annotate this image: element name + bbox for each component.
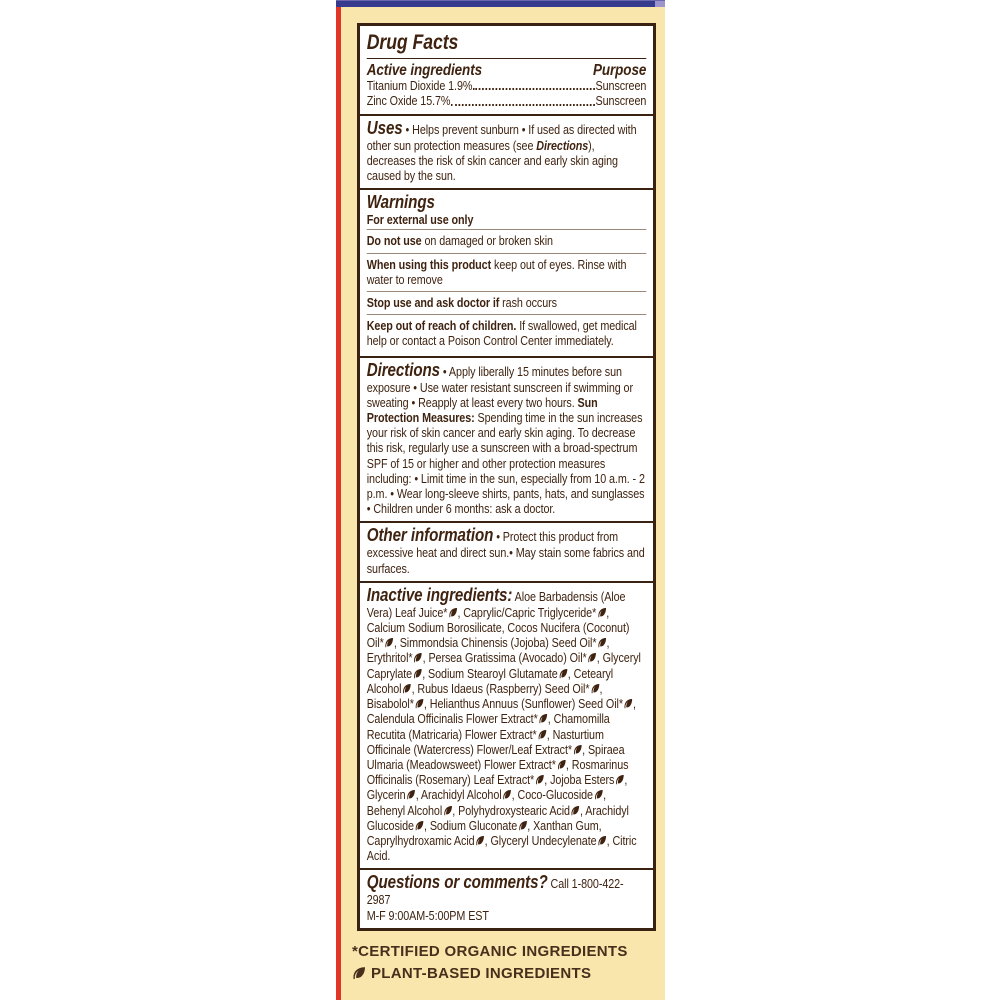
footnote-organic: *CERTIFIED ORGANIC INGREDIENTS [352,942,628,960]
leaf-icon [413,652,422,663]
footnote-plant-based: PLANT-BASED INGREDIENTS [352,963,665,987]
leaf-icon [597,637,606,648]
ingredient: Glyceryl Caprylate , [366,650,641,681]
warning-bold: When using this product [366,256,492,272]
active-ingredient-row [367,78,647,93]
leaf-icon [587,652,596,663]
ingredient-name: Titanium Dioxide 1.9% [366,78,473,94]
uses-directions-ref: Directions [536,137,589,153]
section-uses [360,116,653,189]
section-warnings [360,190,653,355]
questions-hours: M-F 9:00AM-5:00PM EST [366,907,489,923]
ingredient: Citric Acid. [366,832,637,864]
warning-row [367,294,647,312]
leaf-icon [573,744,582,755]
red-accent-stripe [336,0,341,1000]
section-active-ingredients [360,59,653,114]
leaf-icon [385,637,394,648]
section-questions [360,870,653,927]
ingredient: Coco-Glucoside , [517,787,606,803]
questions-phone: Call 1-800-422-2987 [366,876,624,908]
ingredient-purpose: Sunscreen [595,93,647,109]
dotted-leader [473,88,594,90]
other-information-text: • Protect this product from excessive heat and direct sun.• May stain some fabrics and surfaces. [366,529,645,576]
leaf-icon [559,668,568,679]
ingredient: Caprylhydroxamic Acid , [366,832,491,848]
leaf-icon [594,789,603,800]
drug-facts-panel [357,23,656,931]
other-information-heading: Other information [366,525,494,546]
ingredient: Jojoba Esters , [550,772,628,788]
leaf-icon [557,759,566,770]
hairline-divider [367,229,647,230]
ingredient: Arachidyl Glucoside , [366,802,629,833]
ingredient: Glyceryl Undecylenate , [490,832,613,848]
dotted-leader [451,104,594,106]
leaf-icon [402,683,411,694]
ingredient: Erythritol* , [366,650,429,666]
blue-top-bar [336,0,665,7]
ingredient: Calendula Officinalis Flower Extract* , [366,711,554,727]
warning-bold: Keep out of reach of children. [366,318,517,334]
ingredient: Simmondsia Chinensis (Jojoba) Seed Oil* , [399,635,610,651]
warning-text: rash occurs [499,295,557,311]
active-ingredients-heading: Active ingredients [366,62,483,79]
warning-row [367,317,647,350]
directions-text: • Apply liberally 15 minutes before sun exposure • Use water resistant sunscreen if swimming or sweating • Reapply at least every two hours. [366,363,633,410]
leaf-icon [502,789,511,800]
leaf-icon [590,683,599,694]
directions-text-2: Spending time in the sun increases your risk of skin cancer and early skin aging. To decrease this risk, regularly use a sunscreen with a broad-spectrum SPF of 15 or higher and other protection measures including: • Limit time in the sun, especially from 10 a.m. - 2 p.m. • Wear long-sleeve shirts, pants, hats, and sunglasses • Children under 6 months: ask a doctor. [366,410,645,517]
ingredient-name: Zinc Oxide 15.7% [366,93,451,109]
packaging-cream-strip [336,0,665,1000]
warnings-heading: Warnings [366,192,435,213]
footnotes [352,941,665,987]
leaf-icon [406,789,415,800]
warning-row [367,256,647,289]
ingredient: Polyhydroxystearic Acid , [458,802,586,818]
ingredient: Sodium Stearoyl Glutamate , [428,665,574,681]
leaf-icon [615,774,624,785]
leaf-icon [443,805,452,816]
ingredient: Bisabolol* , [366,696,430,712]
hairline-divider [367,253,647,254]
directions-heading: Directions [366,359,441,380]
leaf-icon [413,668,422,679]
ingredient: Xanthan Gum, [533,817,602,833]
ingredient: Persea Gratissima (Avocado) Oil* , [428,650,603,666]
ingredient: Behenyl Alcohol , [366,802,459,818]
ingredient: Sodium Gluconate , [429,817,534,833]
section-inactive-ingredients [360,583,653,868]
uses-heading: Uses [366,117,403,138]
ingredient: Aloe Barbadensis (Aloe Vera) Leaf Juice* , [366,588,626,620]
ingredient: Calcium Sodium Borosilicate, [366,620,508,636]
ingredient: Caprylic/Capric Triglyceride* , [463,604,610,620]
leaf-icon [597,607,606,618]
leaf-icon [624,698,633,709]
leaf-icon [415,820,424,831]
warning-text: on damaged or broken skin [421,233,553,249]
ingredient: Rubus Idaeus (Raspberry) Seed Oil* , [417,680,603,696]
purpose-heading: Purpose [592,62,647,79]
leaf-icon [539,713,548,724]
uses-text-2: ), decreases the risk of skin cancer and early skin aging caused by the sun. [366,137,618,184]
warning-bold: Do not use [366,233,422,249]
ingredient: Cocos Nucifera (Coconut) Oil* , [366,620,630,651]
leaf-icon [448,607,457,618]
leaf-icon [352,965,366,987]
leaf-icon [597,835,606,846]
leaf-icon [535,774,544,785]
ingredient: Chamomilla Recutita (Matricaria) Flower Extract* , [366,711,610,742]
warning-bold: Stop use and ask doctor if [366,295,500,311]
active-ingredient-row [367,93,647,108]
warning-text: keep out of eyes. Rinse with water to remove [366,256,627,287]
questions-heading: Questions or comments? [366,872,548,893]
ingredient: Helianthus Annuus (Sunflower) Seed Oil* , [429,696,636,712]
leaf-icon [475,835,484,846]
ingredient: Cetearyl Alcohol , [366,665,614,696]
ingredient: Arachidyl Alcohol , [420,787,518,803]
section-other-information [360,523,653,580]
hairline-divider [367,291,647,292]
leaf-icon [415,698,424,709]
warning-row [367,232,647,250]
inactive-ingredients-heading: Inactive ingredients: [366,584,513,605]
warning-text: If swallowed, get medical help or contact a Poison Control Center immediately. [366,318,637,349]
drug-facts-title: Drug Facts [366,31,459,54]
ingredient: Glycerin , [366,787,421,803]
ingredient: Nasturtium Officinale (Watercress) Flower/Leaf Extract* , [366,726,604,757]
ingredient: Rosmarinus Officinalis (Rosemary) Leaf Extract* , [366,756,629,788]
sun-protection-measures-label: Sun Protection Measures: [366,394,598,426]
leaf-icon [538,729,547,740]
section-directions [360,358,653,522]
ingredient-purpose: Sunscreen [595,78,647,94]
ingredient: Spiraea Ulmaria (Meadowsweet) Flower Extract* , [366,741,625,772]
uses-text: • Helps prevent sunburn • If used as directed with other sun protection measures (see [366,121,637,153]
warnings-external-use: For external use only [366,212,474,228]
hairline-divider [367,314,647,315]
leaf-icon [518,820,527,831]
leaf-icon [571,805,580,816]
